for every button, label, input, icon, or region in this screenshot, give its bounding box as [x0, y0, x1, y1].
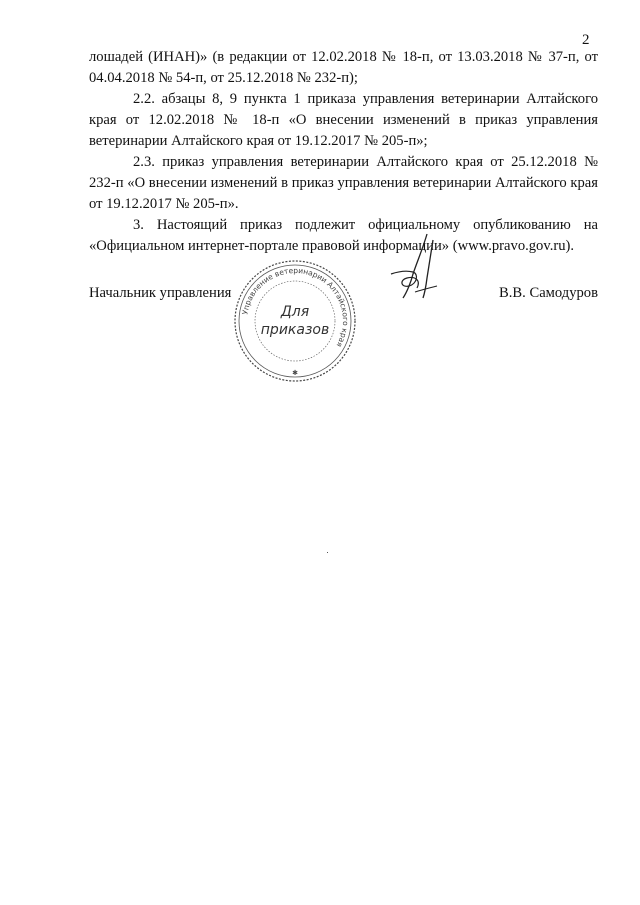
- stamp-center-line1: Для: [280, 304, 310, 320]
- stamp-star-icon: ✱: [292, 369, 298, 377]
- handwritten-signature: [387, 230, 447, 302]
- signatory-name: В.В. Самодуров: [499, 285, 598, 301]
- page-number: 2: [582, 32, 590, 48]
- paragraph-2-3: 2.3. приказ управления ветеринарии Алтайского края от 25.12.2018 № 232-п «О внесении изменений в приказ управления ветеринарии Алтайского края от 19.12.2017 № 205-п».: [89, 154, 598, 212]
- stamp: [232, 258, 358, 384]
- paragraph-3: 3. Настоящий приказ подлежит официальному опубликованию на «Официальном интернет-портале правовой информации» (www.pravo.gov.ru).: [89, 217, 598, 254]
- paragraph-2-2: 2.2. абзацы 8, 9 пункта 1 приказа управления ветеринарии Алтайского края от 12.02.2018 № 18-п «О внесении изменений в приказ управления ветеринарии Алтайского края от 19.12.2017 № 205-п»;: [89, 91, 598, 149]
- scan-speck: [327, 552, 328, 553]
- stamp-center-line2: приказов: [260, 322, 330, 338]
- paragraph-1: лошадей (ИНАН)» (в редакции от 12.02.2018 № 18-п, от 13.03.2018 № 37-п, от 04.04.2018 № 54-п, от 25.12.2018 № 232-п);: [89, 49, 598, 86]
- document-body: [89, 47, 598, 257]
- stamp-ring-text: Управление ветеринарии Алтайского края: [240, 265, 351, 349]
- signatory-position: Начальник управления: [89, 285, 232, 301]
